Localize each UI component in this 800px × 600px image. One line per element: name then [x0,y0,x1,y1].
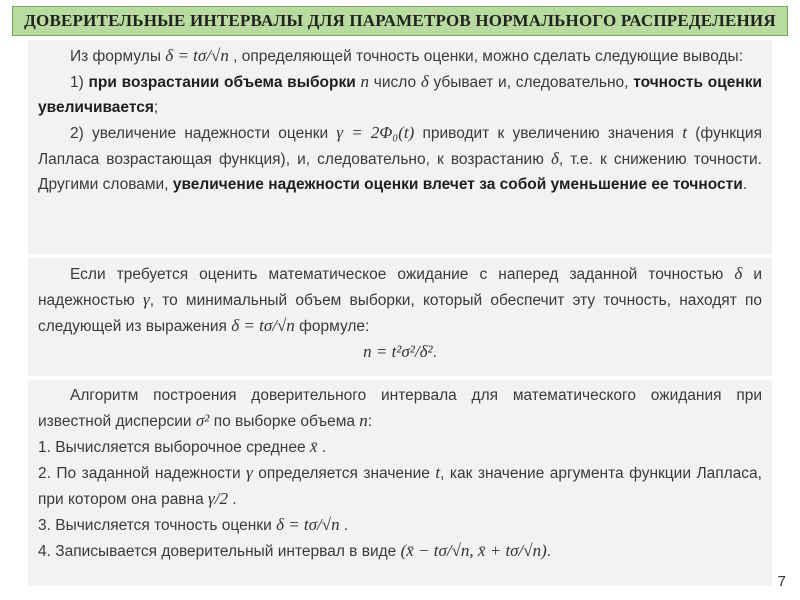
algorithm-block [28,380,772,586]
list-item-step-1: 1. Вычисляется выборочное среднее x̄ . [38,437,327,456]
slide-title: ДОВЕРИТЕЛЬНЫЕ ИНТЕРВАЛЫ ДЛЯ ПАРАМЕТРОВ НОРМАЛЬНОГО РАСПРЕДЕЛЕНИЯ [24,11,776,30]
list-item-step-3: 3. Вычисляется точность оценки δ = tσ/√n . [38,515,349,534]
formula-interval: (x̄ − tσ/√n, x̄ + tσ/√n) [400,541,547,560]
paragraph-algorithm-intro: Алгоритм построения доверительного интервала для математического ожидания при известной дисперсии σ² по выборке объема n: [38,387,762,430]
paragraph-sample-size: Если требуется оценить математическое ожидание с наперед заданной точностью δ и надежностью γ, то минимальный объем выборки, который обеспечит эту точность, находят по следующей из выражения δ = tσ/√n формуле: [38,264,763,335]
page-number: 7 [777,573,786,590]
formula-delta-3: δ = tσ/√n [276,515,340,534]
formula-n-line: n = t²σ²/δ². [363,342,437,361]
list-item-step-4: 4. Записывается доверительный интервал в виде (x̄ − tσ/√n, x̄ + tσ/√n). [38,541,552,560]
list-item-step-2: 2. По заданной надежности γ определяется значение t, как значение аргумента функции Лапласа, при котором она равна γ/2 . [38,463,762,508]
formula-n: n = t²σ²/δ² [363,342,433,361]
formula-delta: δ = tσ/√n [165,46,229,65]
sample-size-block [28,258,772,376]
slide-title-bar [12,6,788,36]
paragraph-conclusion-1: 1) при возрастании объема выборки n число δ убывает и, следовательно, точность оценки увеличивается; [38,72,763,116]
conclusions-block [28,40,772,254]
paragraph-conclusion-2: 2) увеличение надежности оценки γ = 2Φ₀(t) приводит к увеличению значения t (функция Лапласа возрастающая функция), и, следовательно, к возрастанию δ, т.е. к снижению точности. Другими словами, увеличение надежности оценки влечет за собой уменьшение ее точности. [38,123,762,193]
formula-delta-2: δ = tσ/√n [231,316,295,335]
formula-gamma: γ = 2Φ₀(t) [336,123,415,142]
paragraph-intro: Из формулы δ = tσ/√n , определяющей точность оценки, можно сделать следующие выводы: [70,46,744,65]
